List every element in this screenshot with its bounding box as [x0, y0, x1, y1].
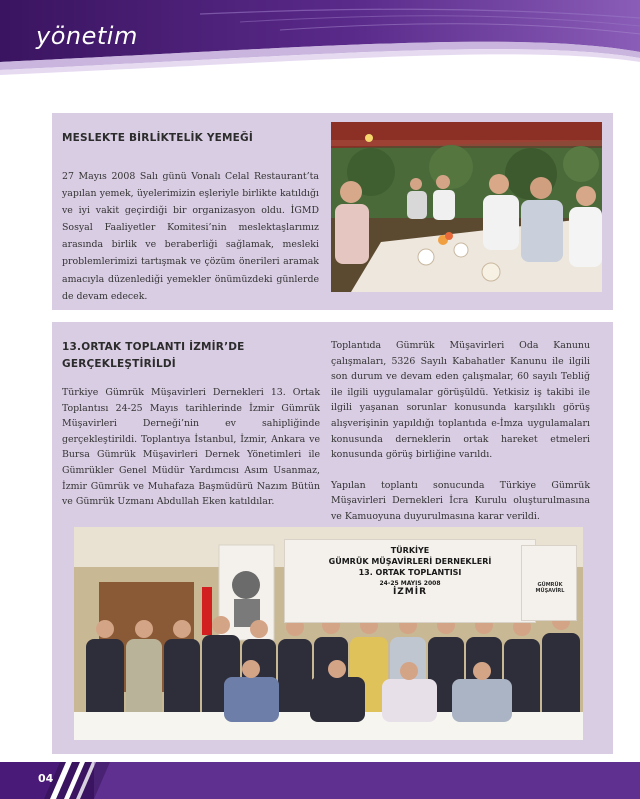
article-title: MESLEKTE BİRLİKTELİK YEMEĞİ — [62, 132, 253, 144]
article-paragraph: Toplantıda Gümrük Müşavirleri Oda Kanunu çalışmaları, 5326 Sayılı Kabahatler Kanunu ile ilgili son durum ve devam eden çalışmalar, 60 sayılı Tebliğ ile ilgili uygulamalar görüşüldü. Yetkisiz iş takibi ile ilgili yaşanan sorunlar konusunda karşılıklı görüş alışverişinin yapıldığı toplantıda e-İmza uygulamaları konusunda derneklerin ortak hareket etmeleri konusunda görüş birliğine varıldı. — [331, 340, 590, 461]
footer-bar — [0, 762, 640, 799]
dinner-photo-illustration — [331, 122, 602, 292]
side-banner-text: GÜMRÜK MÜŞAVİRL — [535, 582, 565, 594]
banner-line: 24-25 MAYIS 2008 — [379, 580, 441, 587]
footer-stripes-graphic — [0, 762, 640, 799]
article-box-meeting — [52, 322, 613, 754]
side-banner — [521, 545, 577, 621]
article-title: 13.ORTAK TOPLANTI İZMİR’DE GERÇEKLEŞTİRİLDİ — [62, 341, 245, 370]
banner-line: İZMİR — [392, 587, 428, 597]
banner-line: GÜMRÜK MÜŞAVİRLERİ DERNEKLERİ — [328, 557, 492, 566]
article-body-left-column: Türkiye Gümrük Müşavirleri Dernekleri 13. Ortak Toplantısı 24-25 Mayıs tarihlerinde İzmir Gümrük Müşavirleri Derneği’nin ev sahipliğinde gerçekleştirildi. Toplantıya İstanbul, İzmir, Ankara ve Bursa Gümrük Müşavirleri Dernek Yönetimleri ile Gümrükler Genel Müdür Yardımcısı Asım Usanmaz, İzmir Gümrük ve Muhafaza Başmüdürü Nazım Bütün ve Gümrük Uzmanı Abdullah Eken katıldılar. — [62, 387, 320, 508]
article-body-right-column — [331, 338, 590, 540]
dinner-photo — [331, 122, 602, 292]
meeting-banner — [284, 539, 536, 623]
banner-line: 13. ORTAK TOPLANTISI — [358, 568, 462, 577]
article-box-dinner — [52, 113, 613, 310]
page-number: 04 — [38, 772, 54, 785]
article-body: 27 Mayıs 2008 Salı günü Vonalı Celal Restaurant’ta yapılan yemek, üyelerimizin eşleriyle birlikte katıldığı ve iyi vakit geçirdiği bir organizasyon oldu. İGMD Sosyal Faaliyetler Komitesi’nin meslektaşlarımız arasında birlik ve beraberliği sağlamak, mesleki problemlerimizi tartışmak ve çözüm önerileri aramak amacıyla düzenlediği yemekler önümüzdeki günlerde de devam edecek. — [62, 171, 319, 302]
article-paragraph: Yapılan toplantı sonucunda Türkiye Gümrük Müşavirleri Dernekleri İcra Kurulu oluşturulmasına ve Kamuoyuna duyurulmasına karar verildi. — [331, 479, 590, 522]
banner-line: TÜRKİYE — [390, 546, 430, 555]
header-banner — [0, 0, 640, 78]
section-title: yönetim — [36, 22, 138, 50]
group-photo — [74, 527, 583, 740]
